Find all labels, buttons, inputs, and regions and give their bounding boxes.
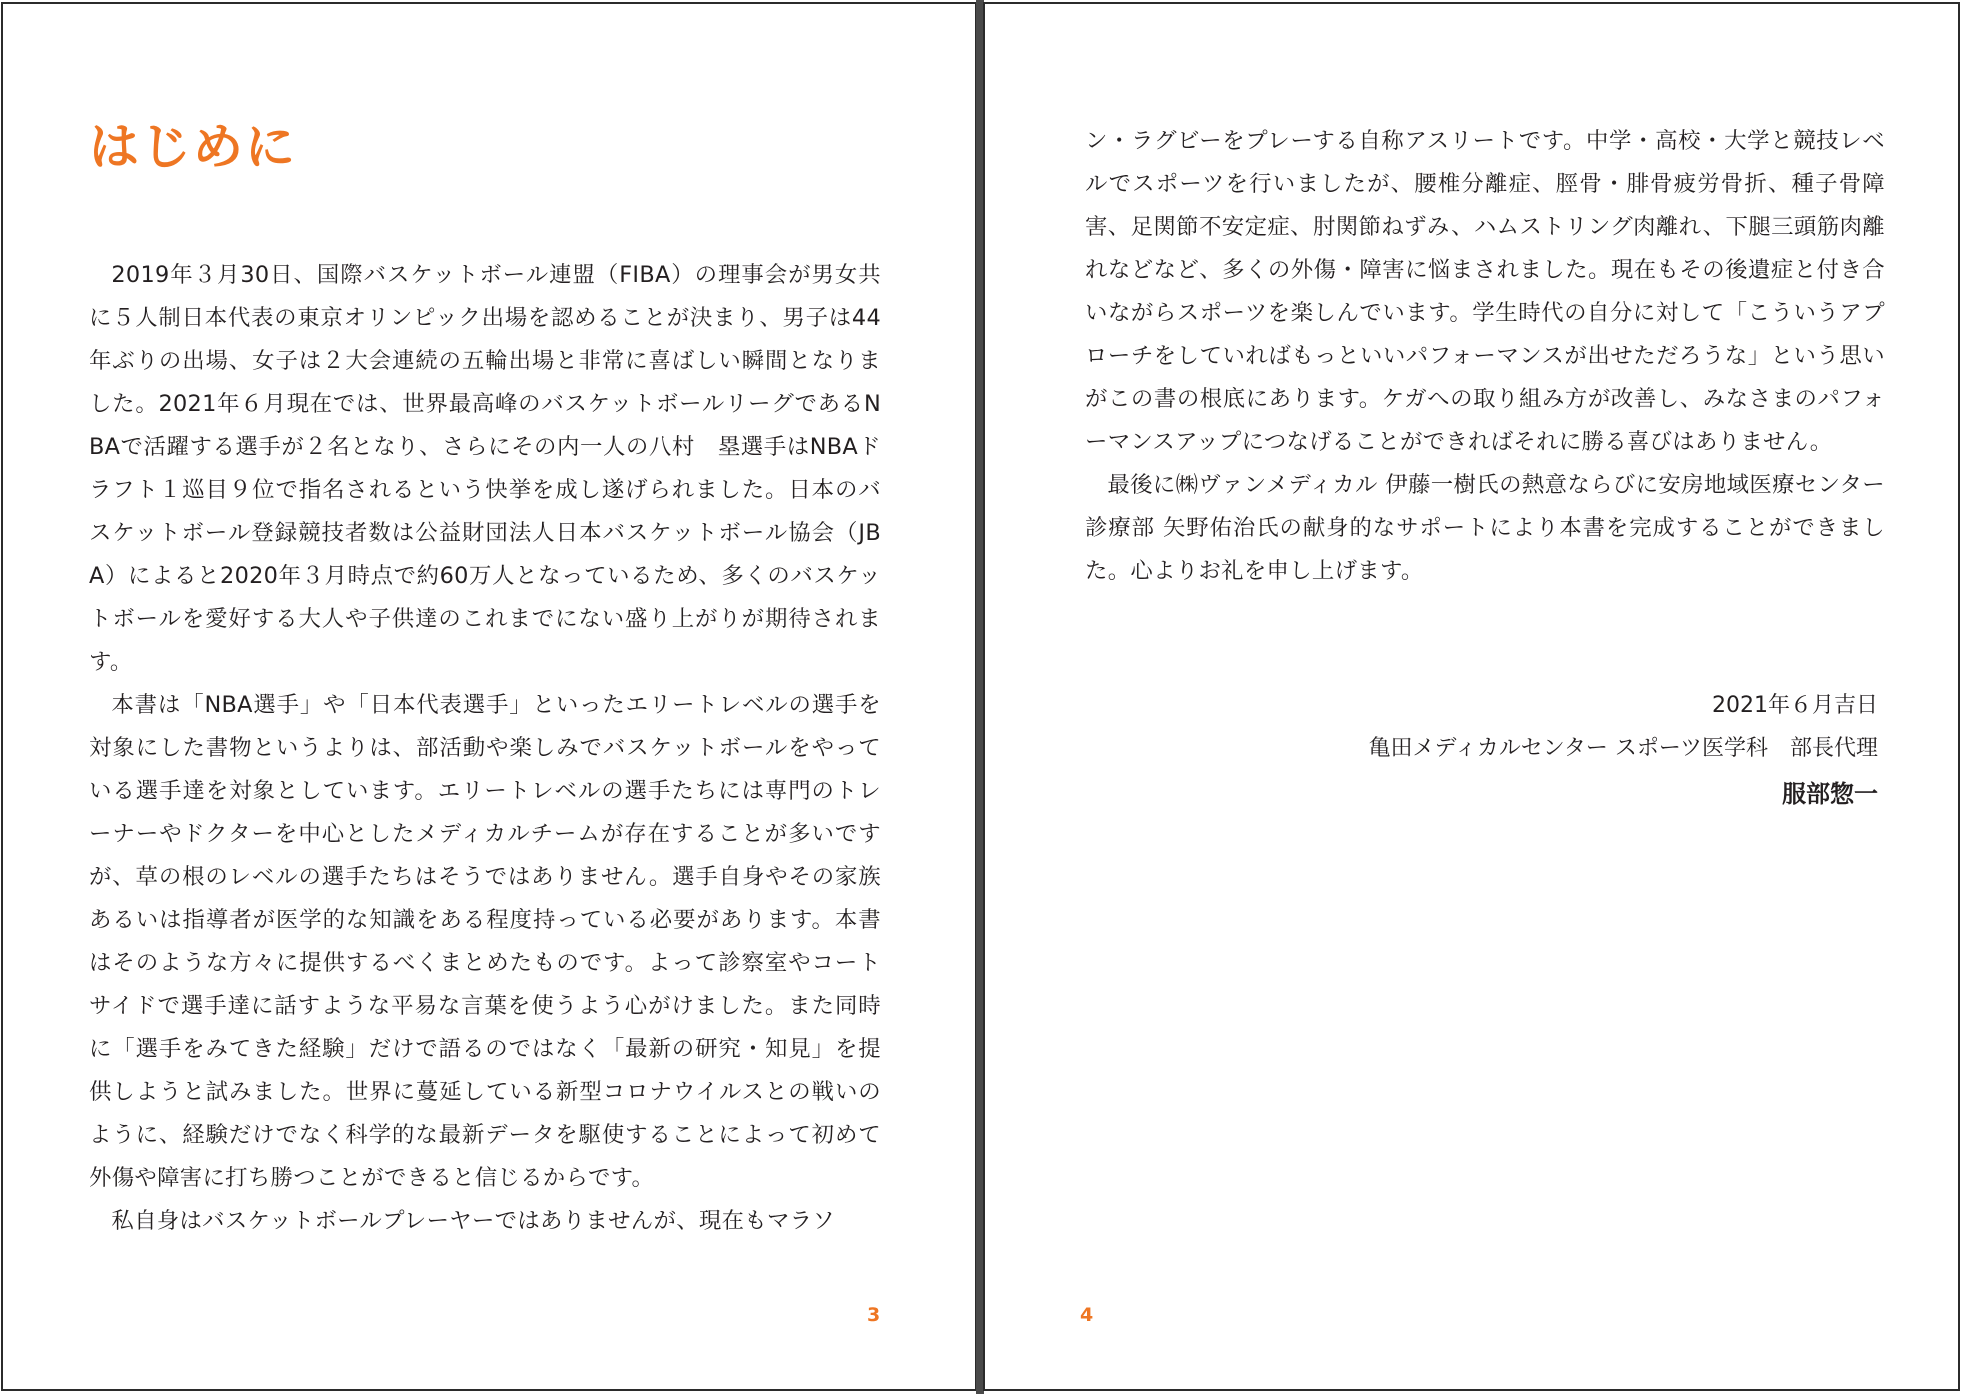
right-body-text bbox=[1085, 120, 1885, 593]
paragraph-author-start: 私自身はバスケットボールプレーヤーではありませんが、現在もマラソ bbox=[111, 1208, 836, 1234]
paragraph-acknowledgements: 最後に㈱ヴァンメディカル 伊藤一樹氏の熱意ならびに安房地域医療センター診療部 矢野佑治氏の献身的なサポートにより本書を完成することができました。心よりお礼を申し上げます。 bbox=[1085, 472, 1885, 584]
page-number-right: 4 bbox=[1080, 1304, 1094, 1326]
left-page bbox=[1, 2, 977, 1391]
page-title: はじめに bbox=[89, 118, 297, 176]
signature-date: 2021年６月吉日 bbox=[1712, 693, 1878, 718]
paragraph-purpose: 本書は「NBA選手」や「日本代表選手」といったエリートレベルの選手を対象にした書物というよりは、部活動や楽しみでバスケットボールをやっている選手達を対象としています。エリートレベルの選手たちには専門のトレーナーやドクターを中心としたメディカルチームが存在することが多いですが、草の根のレベルの選手たちはそうではありません。選手自身やその家族あるいは指導者が医学的な知識をある程度持っている必要があります。本書はそのような方々に提供するべくまとめたものです。よって診察室やコートサイドで選手達に話すような平易な言葉を使うよう心がけました。また同時に「選手をみてきた経験」だけで語るのではなく「最新の研究・知見」を提供しようと試みました。世界に蔓延している新型コロナウイルスとの戦いのように、経験だけでなく科学的な最新データを駆使することによって初めて外傷や障害に打ち勝つことができると信じるからです。 bbox=[89, 692, 881, 1191]
signature-author: 服部惣一 bbox=[1782, 780, 1878, 808]
signature-affiliation: 亀田メディカルセンター スポーツ医学科 部長代理 bbox=[1368, 736, 1878, 761]
left-body-text bbox=[89, 254, 881, 1243]
paragraph-intro: 2019年３月30日、国際バスケットボール連盟（FIBA）の理事会が男女共に５人制日本代表の東京オリンピック出場を認めることが決まり、男子は44年ぶりの出場、女子は２大会連続の五輪出場と非常に喜ばしい瞬間となりました。2021年６月現在では、世界最高峰のバスケットボールリーグであるNBAで活躍する選手が２名となり、さらにその内一人の八村 塁選手はNBAドラフト１巡目９位で指名されるという快挙を成し遂げられました。日本のバスケットボール登録競技者数は公益財団法人日本バスケットボール協会（JBA）によると2020年３月時点で約60万人となっているため、多くのバスケットボールを愛好する大人や子供達のこれまでにない盛り上がりが期待されます。 bbox=[89, 262, 881, 675]
right-page bbox=[983, 2, 1960, 1391]
paragraph-author-continued: ン・ラグビーをプレーする自称アスリートです。中学・高校・大学と競技レベルでスポーツを行いましたが、腰椎分離症、脛骨・腓骨疲労骨折、種子骨障害、足関節不安定症、肘関節ねずみ、ハムストリング肉離れ、下腿三頭筋肉離れなどなど、多くの外傷・障害に悩まされました。現在もその後遺症と付き合いながらスポーツを楽しんでいます。学生時代の自分に対して「こういうアプローチをしていればもっといいパフォーマンスが出せただろうな」という思いがこの書の根底にあります。ケガへの取り組み方が改善し、みなさまのパフォーマンスアップにつなげることができればそれに勝る喜びはありません。 bbox=[1085, 128, 1885, 455]
page-number-left: 3 bbox=[867, 1304, 881, 1326]
